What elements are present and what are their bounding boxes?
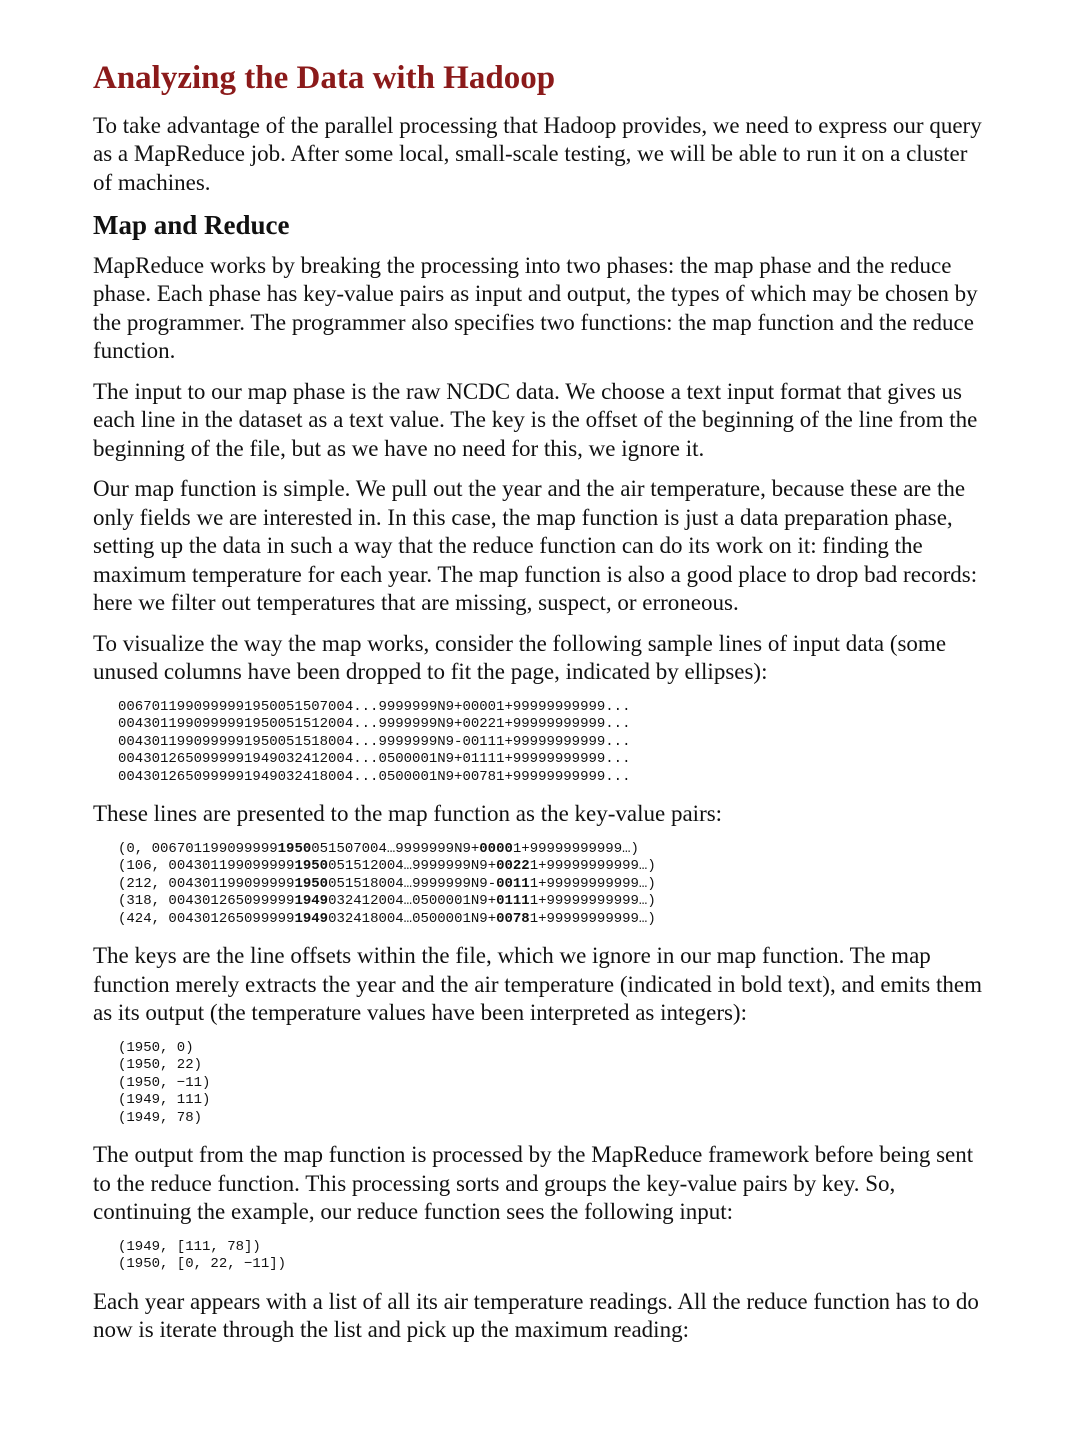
reduce-input-code [118, 1239, 990, 1274]
map-output-code [118, 1040, 990, 1128]
year-bold: 1950 [277, 840, 312, 857]
code-line: 0043012650999991949032412004...0500001N9+01111+99999999999... [118, 751, 631, 768]
code-line: 0043012650999991949032418004...0500001N9+00781+99999999999... [118, 768, 631, 785]
paragraph-map-function: Our map function is simple. We pull out the year and the air temperature, because these are the only fields we are interested in. In this case, the map function is just a data preparation phase, setting up the data in such a way that the reduce function can do its work on it: finding the maximum temperature for each year. The map function is also a good place to drop bad records: here we filter out temperatures that are missing, suspect, or erroneous. [93, 476, 978, 616]
kv-line: (0, 0067011990999991950051507004…9999999N9+00001+99999999999…) [118, 840, 639, 857]
code-line: (1949, [111, 78]) [118, 1238, 261, 1255]
code-line: (1950, −11) [118, 1074, 211, 1091]
code-line: (1949, 78) [118, 1109, 203, 1126]
temp-bold: 0111 [496, 893, 530, 910]
paragraph-framework: The output from the map function is processed by the MapReduce framework before being sent to the reduce function. This processing sorts and groups the key-value pairs by key. So, continuing the example, our reduce function sees the following input: [93, 1142, 974, 1225]
kv-line: (106, 0043011990999991950051512004…9999999N9+00221+99999999999…) [118, 858, 656, 875]
page-title: Analyzing the Data with Hadoop [93, 60, 556, 96]
paragraph-keys: The keys are the line offsets within the file, which we ignore in our map function. The map function merely extracts the year and the air temperature (indicated in bold text), and emits them as its output (the temperature values have been interpreted as integers): [93, 943, 982, 1026]
code-line: (1949, 111) [118, 1092, 211, 1109]
paragraph-visualize: To visualize the way the map works, consider the following sample lines of input data (some unused columns have been dropped to fit the page, indicated by ellipses): [93, 630, 947, 685]
kv-pairs-code [118, 841, 990, 929]
code-line: (1950, [0, 22, −11]) [118, 1256, 287, 1273]
temp-bold: 0022 [496, 858, 530, 875]
paragraph-phases: MapReduce works by breaking the processing into two phases: the map phase and the reduce phase. Each phase has key-value pairs as input and output, the types of which may be chosen by the programmer. The programmer also specifies two functions: the map function and the reduce function. [93, 252, 978, 364]
code-line: 0043011990999991950051518004...9999999N9-00111+99999999999... [118, 733, 631, 750]
year-bold: 1950 [294, 875, 329, 892]
code-line: 0043011990999991950051512004...9999999N9+00221+99999999999... [118, 716, 631, 733]
year-bold: 1950 [294, 858, 329, 875]
code-line: (1950, 0) [118, 1039, 194, 1056]
kv-line: (424, 0043012650999991949032418004…0500001N9+00781+99999999999…) [118, 910, 656, 927]
paragraph-reduce: Each year appears with a list of all its air temperature readings. All the reduce function has to do now is iterate through the list and pick up the maximum reading: [93, 1288, 979, 1343]
code-line: (1950, 22) [118, 1057, 203, 1074]
year-bold: 1949 [294, 910, 329, 927]
year-bold: 1949 [294, 893, 329, 910]
paragraph-input: The input to our map phase is the raw NCDC data. We choose a text input format that gives us each line in the dataset as a text value. The key is the offset of the beginning of the line from the beginning of the file, but as we have no need for this, we ignore it. [93, 378, 978, 461]
input-lines-code [118, 699, 990, 787]
intro-paragraph: To take advantage of the parallel processing that Hadoop provides, we need to express our query as a MapReduce job. After some local, small-scale testing, we will be able to run it on a cluster of machines. [93, 112, 982, 195]
temp-bold: 0000 [479, 840, 513, 857]
section-heading: Map and Reduce [93, 210, 290, 241]
temp-bold: 0078 [496, 910, 530, 927]
temp-bold: 0011 [496, 875, 530, 892]
code-line: 0067011990999991950051507004...9999999N9+00001+99999999999... [118, 698, 631, 715]
kv-line: (212, 0043011990999991950051518004…9999999N9-00111+99999999999…) [118, 875, 656, 892]
kv-line: (318, 0043012650999991949032412004…0500001N9+01111+99999999999…) [118, 893, 656, 910]
paragraph-kv-intro: These lines are presented to the map function as the key-value pairs: [93, 801, 723, 827]
